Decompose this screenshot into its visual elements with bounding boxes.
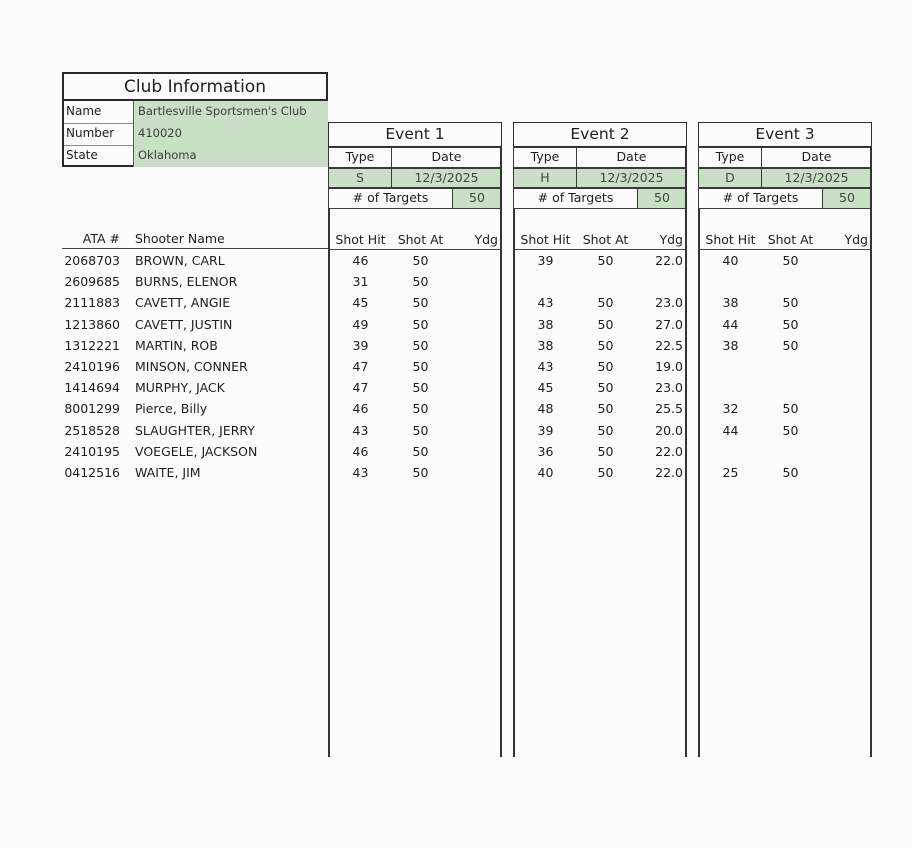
shooter-name-cell: CAVETT, JUSTIN: [135, 317, 233, 332]
event-3-targets-label: # of Targets: [698, 188, 823, 209]
event-1-shot-at-cell[interactable]: 50: [412, 423, 429, 438]
event-1-shot-at-cell[interactable]: 50: [412, 295, 429, 310]
event-1-shot-at-cell[interactable]: 50: [412, 444, 429, 459]
event-1-shot-hit-cell[interactable]: 43: [352, 465, 369, 480]
shooter-name-cell: MURPHY, JACK: [135, 380, 225, 395]
club-state-label: State: [64, 145, 134, 167]
club-number-label: Number: [64, 123, 134, 145]
event-2-shot-at-cell[interactable]: 50: [597, 317, 614, 332]
event-3-shot-at-cell[interactable]: 50: [782, 295, 799, 310]
event-2-date-value[interactable]: 12/3/2025: [576, 168, 687, 188]
event-3-shot-at-cell[interactable]: 50: [782, 465, 799, 480]
ata-number-cell: 2068703: [64, 253, 120, 268]
event-3-shot-at-cell[interactable]: 50: [782, 317, 799, 332]
event-1-shot-at-cell[interactable]: 50: [412, 380, 429, 395]
event-3-ydg-header: Ydg: [844, 232, 868, 247]
event-3-title: Event 3: [698, 122, 872, 147]
event-2-ydg-cell[interactable]: 22.0: [655, 253, 683, 268]
event-2-header-underline: [513, 249, 687, 250]
event-3-date-value[interactable]: 12/3/2025: [761, 168, 872, 188]
ata-column-header: ATA #: [82, 231, 120, 246]
event-1-shot-at-header: Shot At: [397, 232, 444, 247]
event-1-left-border: [328, 209, 330, 757]
event-3-shot-hit-cell[interactable]: 44: [722, 317, 739, 332]
event-3-shot-at-header: Shot At: [767, 232, 814, 247]
event-2-right-border: [685, 147, 687, 757]
shooter-name-column-header: Shooter Name: [135, 231, 225, 246]
event-1-shot-hit-cell[interactable]: 31: [352, 274, 369, 289]
event-1-shot-at-cell[interactable]: 50: [412, 274, 429, 289]
event-2-shot-hit-cell[interactable]: 38: [537, 317, 554, 332]
event-3-shot-hit-cell[interactable]: 25: [722, 465, 739, 480]
club-name-label: Name: [64, 101, 134, 123]
ata-number-cell: 1414694: [64, 380, 120, 395]
ata-number-cell: 1213860: [64, 317, 120, 332]
event-2-shot-hit-cell[interactable]: 36: [537, 444, 554, 459]
shooter-name-cell: VOEGELE, JACKSON: [135, 444, 258, 459]
event-1-shot-at-cell[interactable]: 50: [412, 338, 429, 353]
event-3-shot-hit-cell[interactable]: 40: [722, 253, 739, 268]
event-2-type-label: Type: [513, 147, 577, 168]
event-2-shot-hit-cell[interactable]: 45: [537, 380, 554, 395]
shooter-name-cell: MARTIN, ROB: [135, 338, 218, 353]
ata-number-cell: 2111883: [64, 295, 120, 310]
event-2-ydg-cell[interactable]: 25.5: [655, 401, 683, 416]
club-state-row: [64, 145, 326, 167]
event-2-shot-at-cell[interactable]: 50: [597, 338, 614, 353]
event-1-ydg-header: Ydg: [474, 232, 498, 247]
ata-number-cell: 2518528: [64, 423, 120, 438]
header-underline: [62, 248, 328, 249]
event-2-shot-at-cell[interactable]: 50: [597, 359, 614, 374]
event-1-shot-hit-cell[interactable]: 43: [352, 423, 369, 438]
event-2-shot-hit-cell[interactable]: 43: [537, 359, 554, 374]
ata-number-cell: 1312221: [64, 338, 120, 353]
event-2-shot-at-cell[interactable]: 50: [597, 295, 614, 310]
event-1-header-underline: [328, 249, 502, 250]
event-2-ydg-header: Ydg: [659, 232, 683, 247]
event-1-shot-at-cell[interactable]: 50: [412, 401, 429, 416]
event-3-type-label: Type: [698, 147, 762, 168]
event-3-shot-at-cell[interactable]: 50: [782, 423, 799, 438]
event-1-shot-at-cell[interactable]: 50: [412, 359, 429, 374]
event-2-ydg-cell[interactable]: 27.0: [655, 317, 683, 332]
event-2-targets-value[interactable]: 50: [637, 188, 687, 209]
club-info-title: Club Information: [62, 72, 328, 101]
shooter-name-cell: CAVETT, ANGIE: [135, 295, 231, 310]
event-2-shot-at-cell[interactable]: 50: [597, 444, 614, 459]
event-2-type-value[interactable]: H: [513, 168, 577, 188]
event-1-shot-at-cell[interactable]: 50: [412, 253, 429, 268]
event-3-shot-hit-cell[interactable]: 38: [722, 338, 739, 353]
event-2-shot-hit-cell[interactable]: 40: [537, 465, 554, 480]
event-2-shot-at-cell[interactable]: 50: [597, 465, 614, 480]
club-state-value[interactable]: Oklahoma: [134, 145, 328, 167]
event-3-shot-at-cell[interactable]: 50: [782, 401, 799, 416]
event-2-shot-at-cell[interactable]: 50: [597, 423, 614, 438]
event-3-shot-hit-header: Shot Hit: [705, 232, 756, 247]
event-2-shot-at-header: Shot At: [582, 232, 629, 247]
ata-number-cell: 8001299: [64, 401, 120, 416]
event-3-date-label: Date: [761, 147, 872, 168]
shooter-name-cell: SLAUGHTER, JERRY: [135, 423, 255, 438]
ata-number-cell: 2410196: [64, 359, 120, 374]
event-2-title: Event 2: [513, 122, 687, 147]
event-2-shot-at-cell[interactable]: 50: [597, 253, 614, 268]
event-1-right-border: [500, 147, 502, 757]
ata-number-cell: 2410195: [64, 444, 120, 459]
event-3-shot-at-cell[interactable]: 50: [782, 338, 799, 353]
event-3-right-border: [870, 147, 872, 757]
event-1-shot-hit-cell[interactable]: 49: [352, 317, 369, 332]
event-2-shot-hit-cell[interactable]: 39: [537, 423, 554, 438]
event-2-ydg-cell[interactable]: 22.0: [655, 465, 683, 480]
event-1-shot-at-cell[interactable]: 50: [412, 317, 429, 332]
event-1-targets-label: # of Targets: [328, 188, 453, 209]
event-1-shot-at-cell[interactable]: 50: [412, 465, 429, 480]
event-1-date-label: Date: [391, 147, 502, 168]
event-1-date-value[interactable]: 12/3/2025: [391, 168, 502, 188]
event-2-targets-label: # of Targets: [513, 188, 638, 209]
club-name-row: [64, 101, 326, 124]
event-2-shot-hit-cell[interactable]: 39: [537, 253, 554, 268]
event-2-ydg-cell[interactable]: 19.0: [655, 359, 683, 374]
event-1-shot-hit-cell[interactable]: 46: [352, 444, 369, 459]
event-1-shot-hit-cell[interactable]: 39: [352, 338, 369, 353]
event-1-type-label: Type: [328, 147, 392, 168]
event-1-title: Event 1: [328, 122, 502, 147]
event-1-shot-hit-header: Shot Hit: [335, 232, 386, 247]
club-info-table: [62, 101, 328, 167]
event-3-left-border: [698, 209, 700, 757]
event-2-ydg-cell[interactable]: 20.0: [655, 423, 683, 438]
event-1-targets-value[interactable]: 50: [452, 188, 502, 209]
event-2-left-border: [513, 209, 515, 757]
event-3-shot-at-cell[interactable]: 50: [782, 253, 799, 268]
shooter-name-cell: BURNS, ELENOR: [135, 274, 238, 289]
ata-number-cell: 2609685: [64, 274, 120, 289]
event-2-date-label: Date: [576, 147, 687, 168]
event-3-targets-value[interactable]: 50: [822, 188, 872, 209]
event-1-shot-hit-cell[interactable]: 45: [352, 295, 369, 310]
event-1-shot-hit-cell[interactable]: 47: [352, 380, 369, 395]
shooter-name-cell: BROWN, CARL: [135, 253, 225, 268]
club-name-value[interactable]: Bartlesville Sportsmen's Club: [134, 101, 328, 123]
shooter-name-cell: Pierce, Billy: [135, 401, 208, 416]
event-3-type-value[interactable]: D: [698, 168, 762, 188]
club-number-value[interactable]: 410020: [134, 123, 328, 145]
event-2-ydg-cell[interactable]: 22.0: [655, 444, 683, 459]
event-2-shot-at-cell[interactable]: 50: [597, 380, 614, 395]
event-2-ydg-cell[interactable]: 22.5: [655, 338, 683, 353]
event-3-shot-hit-cell[interactable]: 44: [722, 423, 739, 438]
shooter-name-cell: MINSON, CONNER: [135, 359, 248, 374]
event-3-header-underline: [698, 249, 872, 250]
event-3-shot-hit-cell[interactable]: 32: [722, 401, 739, 416]
shooter-name-cell: WAITE, JIM: [135, 465, 201, 480]
event-2-shot-hit-header: Shot Hit: [520, 232, 571, 247]
event-1-shot-hit-cell[interactable]: 46: [352, 253, 369, 268]
ata-number-cell: 0412516: [64, 465, 120, 480]
event-2-ydg-cell[interactable]: 23.0: [655, 380, 683, 395]
event-2-shot-at-cell[interactable]: 50: [597, 401, 614, 416]
event-2-shot-hit-cell[interactable]: 43: [537, 295, 554, 310]
event-3-shot-hit-cell[interactable]: 38: [722, 295, 739, 310]
event-2-shot-hit-cell[interactable]: 38: [537, 338, 554, 353]
event-1-shot-hit-cell[interactable]: 47: [352, 359, 369, 374]
event-1-type-value[interactable]: S: [328, 168, 392, 188]
event-1-shot-hit-cell[interactable]: 46: [352, 401, 369, 416]
event-2-ydg-cell[interactable]: 23.0: [655, 295, 683, 310]
event-2-shot-hit-cell[interactable]: 48: [537, 401, 554, 416]
club-number-row: [64, 123, 326, 146]
